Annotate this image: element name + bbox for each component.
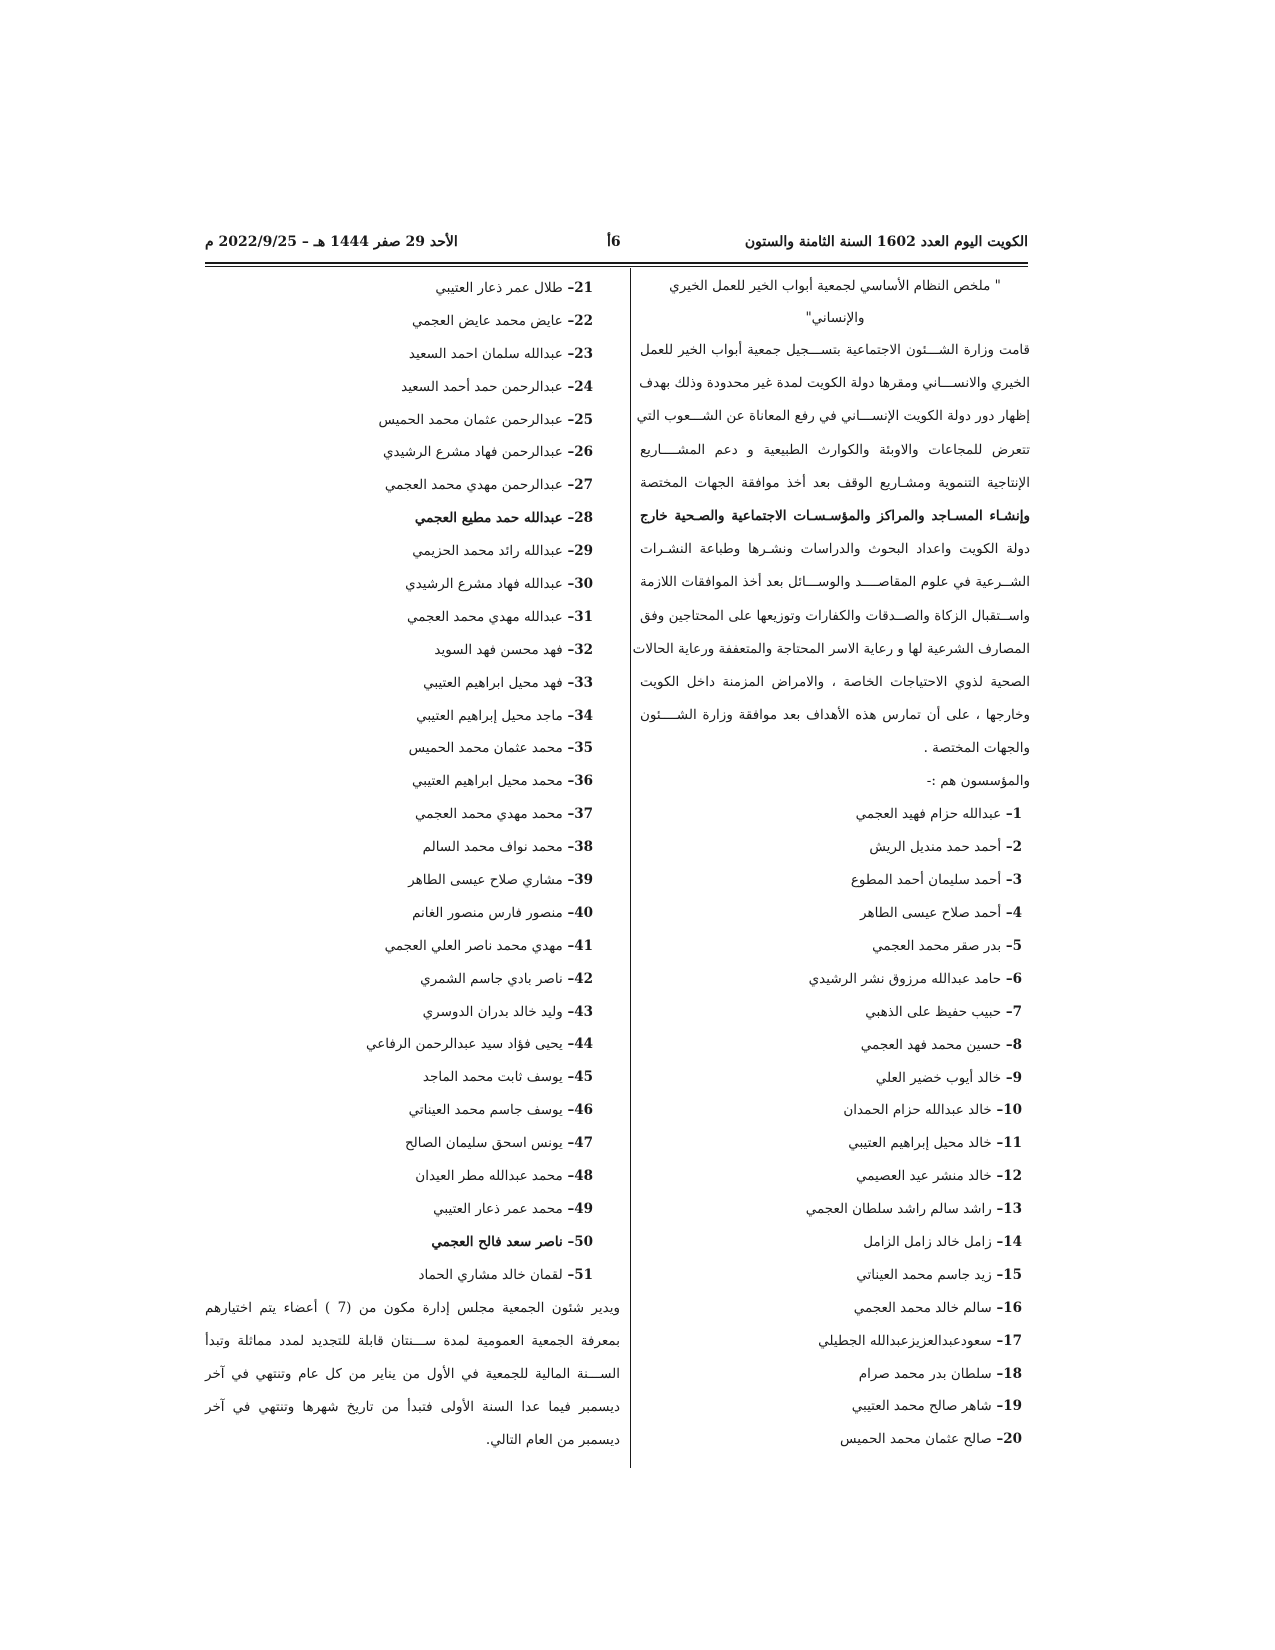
list-item: 32– فهد محسن فهد السويد — [434, 641, 593, 658]
list-item: 19– شاهر صالح محمد العتيبي — [851, 1398, 1022, 1415]
paragraph-line: تتعرض للمجاعات والاوبئة والكوارث الطبيعية و دعم المشــــاريع — [640, 441, 1030, 458]
list-item: 35– محمد عثمان محمد الحميس — [408, 740, 593, 757]
list-item: 26– عبدالرحمن فهاد مشرع الرشيدي — [382, 444, 593, 461]
paragraph-line: ويدير شئون الجمعية مجلس إدارة مكون من (7 ) أعضاء يتم اختيارهم — [205, 1299, 620, 1316]
page-header — [205, 234, 1028, 260]
list-item: 41– مهدي محمد ناصر العلي العجمي — [384, 937, 593, 954]
header-rule-thick — [205, 262, 1028, 264]
list-item: 6– حامد عبدالله مرزوق نشر الرشيدي — [808, 970, 1022, 987]
list-item: 24– عبدالرحمن حمد أحمد السعيد — [401, 378, 593, 395]
paragraph-line: والجهات المختصة . — [923, 740, 1030, 757]
founders-list-right — [640, 798, 1030, 1456]
list-item: 14– زامل خالد زامل الزامل — [863, 1234, 1022, 1251]
list-item: 45– يوسف ثابت محمد الماجد — [422, 1069, 593, 1086]
list-item: 25– عبدالرحمن عثمان محمد الحميس — [378, 411, 593, 428]
paragraph-line: وخارجها ، على أن تمارس هذه الأهداف بعد موافقة وزارة الشــــئون — [640, 707, 1030, 724]
list-item: 2– أحمد حمد منديل الريش — [869, 839, 1022, 856]
list-item: 20– صالح عثمان محمد الحميس — [840, 1431, 1022, 1448]
founders-list-left — [205, 272, 620, 1292]
paragraph-line: إظهار دور دولة الكويت الإنســـاني في رفع المعاناة عن الشـــعوب التي — [636, 408, 1030, 425]
list-item: 44– يحيى فؤاد سيد عبدالرحمن الرفاعي — [365, 1036, 593, 1053]
list-item: 18– سلطان بدر محمد صرام — [858, 1365, 1022, 1382]
list-item: 47– يونس اسحق سليمان الصالح — [404, 1135, 593, 1152]
paragraph-line: الشــرعية في علوم المقاصــــد والوســـائل بعد أخذ الموافقات اللازمة — [640, 574, 1030, 591]
list-item: 3– أحمد سليمان أحمد المطوع — [850, 872, 1022, 889]
list-item: 38– محمد نواف محمد السالم — [422, 839, 593, 856]
closing-paragraph — [205, 1292, 620, 1457]
list-item: 31– عبدالله مهدي محمد العجمي — [406, 608, 593, 625]
list-item: 4– أحمد صلاح عيسى الطاهر — [860, 905, 1022, 922]
list-item: 33– فهد محيل ابراهيم العتيبي — [423, 674, 593, 691]
list-item: 34– ماجد محيل إبراهيم العتيبي — [416, 707, 593, 724]
list-item: 9– خالد أيوب خضير العلي — [875, 1069, 1022, 1086]
list-item: 7– حبيب حفيظ على الذهبي — [865, 1003, 1022, 1020]
list-item: 28– عبدالله حمد مطيع العجمي — [414, 510, 593, 527]
header-rule-thin — [205, 266, 1028, 267]
list-item: 8– حسين محمد فهد العجمي — [860, 1036, 1022, 1053]
header-date: الأحد 29 صفر 1444 هـ – 2022/9/25 م — [205, 234, 458, 250]
list-item: 10– خالد عبدالله حزام الحمدان — [843, 1102, 1022, 1119]
right-column — [632, 270, 1030, 1456]
paragraph-line: المصارف الشرعية لها و رعاية الاسر المحتاجة والمتعففة ورعاية الحالات — [632, 640, 1030, 657]
founders-intro: والمؤسسون هم :- — [926, 773, 1030, 790]
list-item: 1– عبدالله حزام فهيد العجمي — [855, 806, 1022, 823]
list-item: 30– عبدالله فهاد مشرع الرشيدي — [405, 576, 593, 593]
column-divider — [630, 268, 631, 1468]
paragraph-line: ديسمبر من العام التالي. — [485, 1431, 620, 1448]
list-item: 27– عبدالرحمن مهدي محمد العجمي — [384, 477, 593, 494]
list-item: 22– عايض محمد عايض العجمي — [411, 312, 593, 329]
body-paragraph — [632, 334, 1030, 765]
list-item: 12– خالد منشر عيد العصيمي — [855, 1168, 1022, 1185]
list-item: 17– سعودعبدالعزيزعبدالله الجطيلي — [818, 1332, 1022, 1349]
list-item: 37– محمد مهدي محمد العجمي — [414, 806, 593, 823]
header-page-number: 6أ — [607, 234, 621, 250]
list-item: 11– خالد محيل إبراهيم العتيبي — [848, 1135, 1022, 1152]
paragraph-line: بمعرفة الجمعية العمومية لمدة ســـنتان قابلة للتجديد لمدد مماثلة وتبدأ — [205, 1332, 620, 1349]
title-line: والإنساني" — [805, 310, 865, 326]
list-item: 43– وليد خالد بدران الدوسري — [422, 1003, 593, 1020]
list-item: 36– محمد محيل ابراهيم العتيبي — [412, 773, 593, 790]
list-item: 46– يوسف جاسم محمد العيناتي — [408, 1102, 593, 1119]
list-item: 40– منصور فارس منصور الغانم — [412, 904, 593, 921]
paragraph-line: الســـنة المالية للجمعية في الأول من يناير من كل عام وتنتهي في آخر — [205, 1365, 620, 1382]
list-item: 50– ناصر سعد فالح العجمي — [431, 1233, 593, 1250]
paragraph-line: دولة الكويت واعداد البحوث والدراسات ونشـرها وطباعة النشـرات — [640, 541, 1030, 558]
list-item: 15– زيد جاسم محمد العيناتي — [856, 1266, 1022, 1283]
left-column — [205, 272, 620, 1457]
paragraph-line: ديسمبر فيما عدا السنة الأولى فتبدأ من تاريخ شهرها وتنتهي في آخر — [205, 1398, 620, 1415]
list-item: 13– راشد سالم راشد سلطان العجمي — [805, 1201, 1022, 1218]
paragraph-line: الخيري والانســـاني ومقرها دولة الكويت لمدة غير محدودة وذلك بهدف — [639, 375, 1030, 392]
paragraph-line: الإنتاجية التنموية ومشـاريع الوقف بعد أخذ موافقة الجهات المختصة — [640, 474, 1030, 491]
list-item: 42– ناصر بادي جاسم الشمري — [420, 970, 593, 987]
list-item: 29– عبدالله رائد محمد الحزيمي — [412, 543, 593, 560]
list-item: 5– بدر صقر محمد العجمي — [872, 938, 1022, 954]
list-item: 21– طلال عمر ذعار العتيبي — [435, 280, 593, 296]
list-item: 39– مشاري صلاح عيسى الطاهر — [408, 872, 593, 889]
paragraph-line: قامت وزارة الشـــئون الاجتماعية بتســـجيل جمعية أبواب الخير للعمل — [640, 342, 1030, 358]
title-line: " ملخص النظام الأساسي لجمعية أبواب الخير للعمل الخيري — [669, 278, 1001, 294]
list-item: 49– محمد عمر ذعار العتيبي — [433, 1200, 593, 1217]
paragraph-line: وإنشـاء المسـاجد والمراكز والمؤسـسـات الاجتماعية والصـحية خارج — [640, 507, 1030, 524]
list-item: 51– لقمان خالد مشاري الحماد — [418, 1266, 593, 1283]
list-item: 48– محمد عبدالله مطر العيدان — [415, 1168, 593, 1185]
list-item: 23– عبدالله سلمان احمد السعيد — [408, 345, 593, 362]
paragraph-line: الصحية لذوي الاحتياجات الخاصة ، والامراض المزمنة داخل الكويت — [640, 673, 1030, 690]
paragraph-line: واســتقبال الزكاة والصــدقات والكفارات وتوزيعها على المحتاجين وفق — [640, 607, 1030, 624]
list-item: 16– سالم خالد محمد العجمي — [853, 1299, 1022, 1316]
header-issue: الكويت اليوم العدد 1602 السنة الثامنة والستون — [744, 234, 1028, 250]
